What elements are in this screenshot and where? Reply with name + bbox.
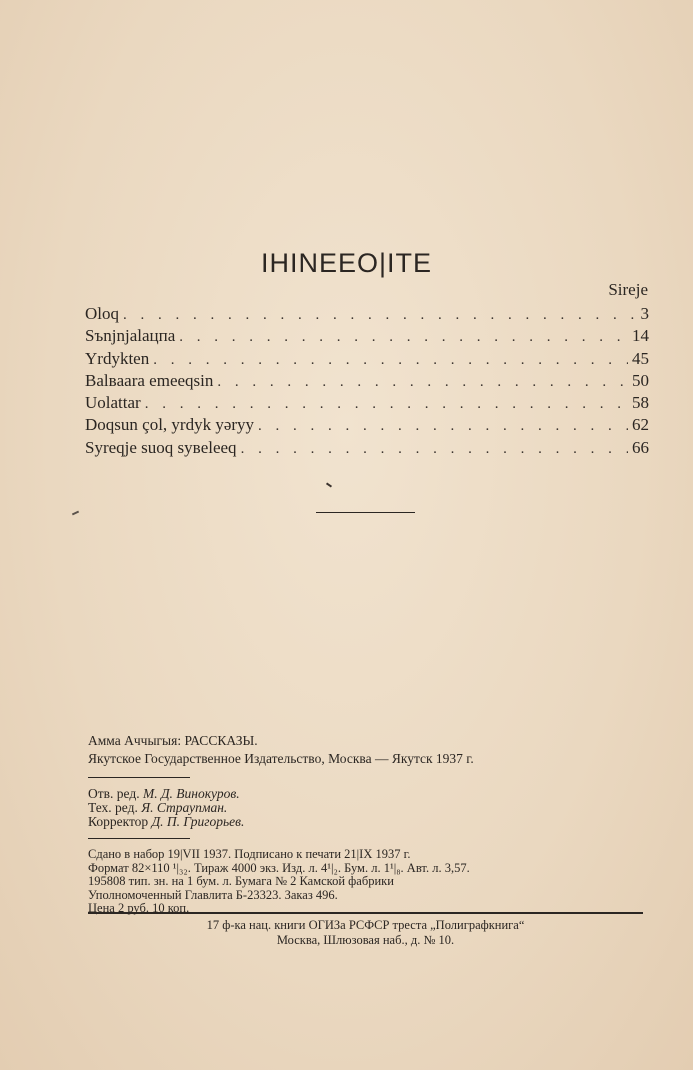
editor-line — [88, 815, 648, 829]
toc-entry — [85, 437, 649, 459]
editor-line — [88, 801, 648, 815]
dot-leader — [217, 371, 628, 393]
print-details — [88, 848, 648, 916]
printer-name: 17 ф-ка нац. книги ОГИЗа РСФСР треста „Полиграфкнига“ — [206, 918, 525, 932]
ink-speck — [326, 482, 332, 487]
dot-leader — [123, 304, 637, 326]
toc-entry — [85, 325, 649, 347]
toc-title: IHINEEO|ITE — [260, 248, 433, 278]
imprint-divider — [88, 777, 190, 778]
toc-entry-page: 58 — [632, 393, 649, 413]
toc-entry-page: 62 — [632, 415, 649, 435]
editor-name: Д. П. Григорьев. — [151, 814, 245, 829]
editor-name: Я. Страупман. — [141, 800, 228, 815]
toc-entry — [85, 414, 649, 436]
editors-list — [88, 787, 648, 829]
imprint-publisher: Якутское Государственное Издательство, Москва — Якутск 1937 г. — [88, 751, 474, 766]
editor-name: М. Д. Винокуров. — [142, 786, 240, 801]
toc-entry-title: Doqsun çol, yrdyk yəryy — [85, 415, 255, 435]
toc-entry-page: 3 — [640, 304, 649, 323]
toc-entry — [85, 392, 649, 414]
imprint-block — [88, 732, 648, 916]
toc-list — [85, 303, 649, 459]
section-divider — [316, 512, 415, 513]
editor-role: Отв. ред. — [88, 786, 140, 801]
toc-entry — [85, 303, 649, 325]
toc-entry-page: 45 — [632, 348, 649, 368]
printer-info — [88, 918, 643, 948]
editor-role: Корректор — [88, 814, 149, 829]
print-detail-line: Сдано в набор 19|VII 1937. Подписано к печати 21|IX 1937 г. — [88, 847, 411, 861]
toc-entry-page: 50 — [632, 370, 649, 390]
dot-leader — [241, 438, 628, 460]
imprint-book-title: Амма Аччыгыя: РАССКАЗЫ. — [88, 733, 258, 748]
price-line: Цена 2 руб. 10 коп. — [88, 901, 190, 915]
print-detail-line: 195808 тип. зн. на 1 бум. л. Бумага № 2 Камской фабрики — [88, 874, 394, 888]
toc-entry-title: Syreqje suoq syвeleeq — [85, 437, 237, 457]
print-detail-line: Уполномоченный Главлита Б-23323. Заказ 496. — [88, 887, 338, 902]
toc-entry — [85, 370, 649, 392]
toc-entry-title: Uolattar — [85, 393, 141, 413]
editor-role: Тех. ред. — [88, 800, 138, 815]
editor-line — [88, 787, 648, 801]
printer-address: Москва, Шлюзовая наб., д. № 10. — [276, 933, 455, 947]
dot-leader — [179, 326, 628, 348]
toc-entry-page: 66 — [632, 437, 649, 457]
toc-entry-title: Balвaara emeeqsin — [85, 370, 214, 390]
toc-entry — [85, 348, 649, 370]
print-detail-line: Формат 82×110 ¹|₃₂. Тираж 4000 экз. Изд. л. 4¹|₂. Бум. л. 1¹|₈. Авт. л. 3,57. — [88, 860, 470, 875]
dot-leader — [145, 393, 628, 415]
dot-leader — [153, 349, 628, 371]
toc-entry-page: 14 — [632, 326, 649, 346]
toc-entry-title: Yrdykten — [85, 348, 150, 368]
printer-divider — [88, 912, 643, 914]
dot-leader — [258, 415, 628, 437]
imprint-divider — [88, 838, 190, 839]
ink-speck — [72, 511, 79, 516]
page-column-label: Sireje — [608, 280, 648, 299]
toc-entry-title: Oloq — [85, 304, 119, 323]
toc-entry-title: Sъnjnjalaцпa — [85, 326, 176, 346]
